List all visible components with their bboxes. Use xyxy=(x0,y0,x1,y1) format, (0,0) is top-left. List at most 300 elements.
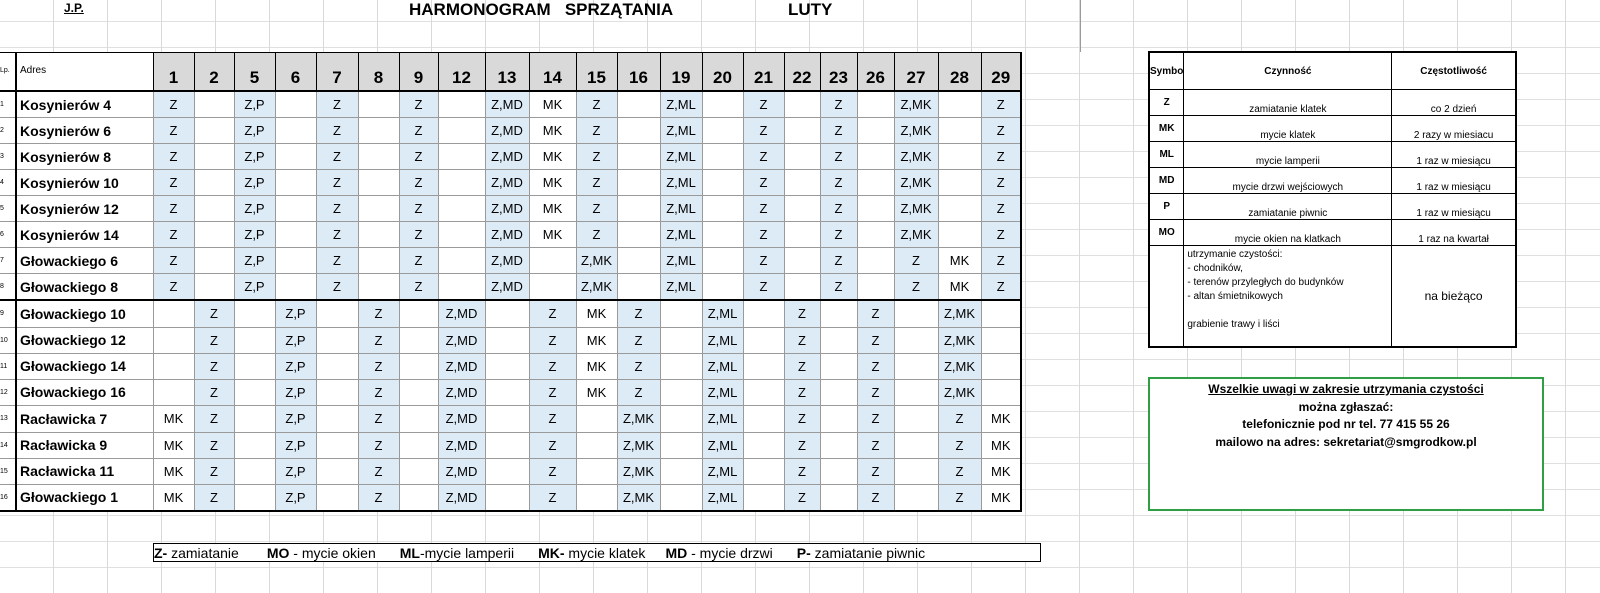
schedule-cell: Z xyxy=(981,222,1021,248)
contact-phone: telefonicznie pod nr tel. 77 415 55 26 xyxy=(1242,417,1450,431)
contact-box xyxy=(1148,377,1544,511)
schedule-cell xyxy=(275,144,316,170)
schedule-cell xyxy=(438,170,485,196)
schedule-cell xyxy=(485,484,529,511)
schedule-cell xyxy=(820,353,857,379)
legend-bar xyxy=(153,543,1041,562)
schedule-cell xyxy=(234,327,275,353)
schedule-cell xyxy=(358,196,399,222)
schedule-cell: Z,ML xyxy=(660,118,702,144)
schedule-cell xyxy=(316,484,358,511)
symbol-activity: mycie drzwi wejściowych xyxy=(1184,168,1392,194)
symbol-code: MK xyxy=(1149,116,1184,142)
schedule-cell xyxy=(784,91,820,118)
schedule-cell: Z xyxy=(820,248,857,274)
schedule-cell: Z xyxy=(316,170,358,196)
schedule-cell: Z,MK xyxy=(617,432,660,458)
schedule-cell: Z xyxy=(743,248,784,274)
schedule-cell xyxy=(784,118,820,144)
schedule-cell: Z xyxy=(784,300,820,327)
schedule-cell xyxy=(438,144,485,170)
schedule-cell xyxy=(485,432,529,458)
schedule-cell: Z xyxy=(981,196,1021,222)
row-number: 3 xyxy=(0,144,16,170)
schedule-cell: Z,ML xyxy=(702,300,743,327)
schedule-cell: Z xyxy=(857,327,894,353)
schedule-cell: Z,MK xyxy=(938,327,981,353)
schedule-cell: MK xyxy=(981,458,1021,484)
schedule-cell xyxy=(316,458,358,484)
schedule-cell xyxy=(485,300,529,327)
schedule-cell: Z,MD xyxy=(485,248,529,274)
row-number: 12 xyxy=(0,379,16,405)
row-address: Głowackiego 10 xyxy=(16,300,153,327)
row-number: 13 xyxy=(0,405,16,432)
row-address: Kosynierów 8 xyxy=(16,144,153,170)
schedule-cell xyxy=(316,300,358,327)
schedule-cell xyxy=(194,248,234,274)
schedule-cell: Z,P xyxy=(275,300,316,327)
row-address: Głowackiego 14 xyxy=(16,353,153,379)
schedule-cell xyxy=(399,300,438,327)
schedule-cell xyxy=(358,118,399,144)
row-number: 1 xyxy=(0,91,16,118)
day-header: 21 xyxy=(743,53,784,92)
schedule-cell xyxy=(784,144,820,170)
symbol-activity: mycie klatek xyxy=(1184,116,1392,142)
schedule-cell: MK xyxy=(981,484,1021,511)
schedule-cell: Z xyxy=(894,274,938,301)
schedule-cell xyxy=(153,379,194,405)
schedule-cell xyxy=(981,353,1021,379)
schedule-cell xyxy=(194,170,234,196)
schedule-cell xyxy=(617,118,660,144)
schedule-cell xyxy=(743,484,784,511)
schedule-cell: Z xyxy=(153,222,194,248)
schedule-cell: Z xyxy=(743,170,784,196)
day-header: 12 xyxy=(438,53,485,92)
schedule-cell xyxy=(894,327,938,353)
schedule-cell: MK xyxy=(576,327,617,353)
note-line: utrzymanie czystości: xyxy=(1187,249,1283,260)
schedule-cell xyxy=(938,196,981,222)
schedule-cell: Z,P xyxy=(234,248,275,274)
schedule-cell xyxy=(820,484,857,511)
schedule-cell: Z xyxy=(358,432,399,458)
schedule-cell xyxy=(938,91,981,118)
schedule-cell xyxy=(702,222,743,248)
row-address: Kosynierów 6 xyxy=(16,118,153,144)
schedule-cell: Z xyxy=(820,274,857,301)
schedule-cell: Z,MD xyxy=(438,432,485,458)
schedule-cell xyxy=(894,379,938,405)
schedule-cell: Z xyxy=(981,144,1021,170)
row-address: Kosynierów 14 xyxy=(16,222,153,248)
schedule-cell: Z,MD xyxy=(438,327,485,353)
schedule-cell xyxy=(820,300,857,327)
schedule-cell xyxy=(857,222,894,248)
row-address: Kosynierów 10 xyxy=(16,170,153,196)
note-line: - altan śmietnikowych xyxy=(1187,291,1283,302)
symbol-frequency: co 2 dzień xyxy=(1392,90,1516,116)
legend-code: MK- xyxy=(538,545,565,561)
activity-header: Czynność xyxy=(1184,52,1392,90)
row-number: 2 xyxy=(0,118,16,144)
schedule-cell xyxy=(438,222,485,248)
schedule-cell: Z,MK xyxy=(938,353,981,379)
schedule-cell: Z xyxy=(194,327,234,353)
schedule-cell: MK xyxy=(529,222,576,248)
symbol-code: P xyxy=(1149,194,1184,220)
schedule-cell: Z xyxy=(784,353,820,379)
schedule-cell: Z,MD xyxy=(485,274,529,301)
schedule-cell xyxy=(576,458,617,484)
table-row xyxy=(0,484,1021,511)
schedule-cell xyxy=(194,196,234,222)
schedule-cell: Z xyxy=(358,458,399,484)
schedule-cell xyxy=(358,274,399,301)
schedule-cell: Z xyxy=(153,144,194,170)
schedule-cell: MK xyxy=(938,274,981,301)
schedule-cell: Z,MK xyxy=(894,118,938,144)
schedule-cell: Z,MD xyxy=(438,353,485,379)
schedule-cell xyxy=(660,327,702,353)
schedule-cell xyxy=(316,353,358,379)
schedule-cell: Z xyxy=(316,144,358,170)
schedule-cell: Z,ML xyxy=(660,274,702,301)
schedule-cell: Z xyxy=(938,405,981,432)
schedule-cell: Z,MK xyxy=(617,484,660,511)
schedule-cell: Z xyxy=(529,432,576,458)
schedule-cell xyxy=(576,405,617,432)
schedule-cell xyxy=(234,458,275,484)
schedule-cell: Z xyxy=(784,327,820,353)
schedule-cell: Z xyxy=(576,91,617,118)
schedule-cell xyxy=(820,432,857,458)
schedule-cell xyxy=(617,196,660,222)
schedule-cell xyxy=(820,405,857,432)
schedule-cell: Z xyxy=(743,118,784,144)
legend-text: mycie klatek xyxy=(564,545,646,561)
schedule-cell: Z,MK xyxy=(894,144,938,170)
schedule-cell xyxy=(529,274,576,301)
row-number: 9 xyxy=(0,300,16,327)
day-header: 2 xyxy=(194,53,234,92)
schedule-cell xyxy=(275,196,316,222)
schedule-cell: MK xyxy=(153,458,194,484)
schedule-cell: MK xyxy=(529,91,576,118)
schedule-cell: Z xyxy=(743,196,784,222)
schedule-cell xyxy=(743,405,784,432)
schedule-cell: Z xyxy=(399,248,438,274)
lp-header: Lp. xyxy=(0,53,16,92)
schedule-cell: Z,ML xyxy=(660,222,702,248)
schedule-cell: Z xyxy=(529,353,576,379)
schedule-cell xyxy=(702,274,743,301)
schedule-cell: MK xyxy=(153,484,194,511)
schedule-cell xyxy=(702,144,743,170)
schedule-cell xyxy=(275,248,316,274)
schedule-cell: Z,MK xyxy=(894,222,938,248)
schedule-cell: Z xyxy=(194,405,234,432)
schedule-cell xyxy=(617,170,660,196)
schedule-cell: Z xyxy=(820,170,857,196)
schedule-cell: Z,MD xyxy=(485,144,529,170)
schedule-cell: Z xyxy=(529,327,576,353)
day-header: 5 xyxy=(234,53,275,92)
note-line: - chodników, xyxy=(1187,263,1243,274)
schedule-cell: Z,P xyxy=(275,379,316,405)
schedule-cell: MK xyxy=(981,432,1021,458)
row-number: 4 xyxy=(0,170,16,196)
symbol-frequency: 1 raz na kwartał xyxy=(1392,220,1516,246)
schedule-cell: Z,MD xyxy=(438,458,485,484)
schedule-cell xyxy=(743,327,784,353)
symbol-activity: mycie lamperii xyxy=(1184,142,1392,168)
symbol-frequency: 1 raz w miesiącu xyxy=(1392,142,1516,168)
legend-code: P- xyxy=(796,545,811,561)
schedule-cell xyxy=(660,405,702,432)
schedule-cell xyxy=(617,222,660,248)
legend-item xyxy=(665,544,772,563)
note-line xyxy=(1187,304,1388,318)
schedule-cell: Z xyxy=(938,484,981,511)
frequency-header: Częstotliwość xyxy=(1392,52,1516,90)
schedule-cell xyxy=(702,91,743,118)
table-row xyxy=(0,144,1021,170)
schedule-cell xyxy=(617,274,660,301)
month-label: LUTY xyxy=(788,0,833,19)
legend-code: MO xyxy=(266,545,290,561)
note-text xyxy=(1184,246,1392,348)
schedule-cell: Z,MK xyxy=(617,405,660,432)
schedule-cell xyxy=(194,222,234,248)
row-address: Głowackiego 16 xyxy=(16,379,153,405)
schedule-cell: Z xyxy=(316,248,358,274)
schedule-cell xyxy=(485,353,529,379)
schedule-cell: Z,ML xyxy=(660,170,702,196)
row-number: 14 xyxy=(0,432,16,458)
row-address: Głowackiego 6 xyxy=(16,248,153,274)
schedule-cell xyxy=(743,458,784,484)
schedule-cell xyxy=(275,274,316,301)
schedule-cell: Z,MK xyxy=(894,196,938,222)
schedule-cell: MK xyxy=(576,300,617,327)
schedule-cell xyxy=(820,458,857,484)
schedule-cell: Z xyxy=(784,379,820,405)
schedule-cell: Z xyxy=(153,274,194,301)
symbol-frequency: 1 raz w miesiącu xyxy=(1392,194,1516,220)
schedule-cell: Z xyxy=(784,405,820,432)
schedule-cell: Z xyxy=(153,248,194,274)
schedule-cell: Z xyxy=(576,170,617,196)
schedule-cell xyxy=(399,458,438,484)
schedule-cell xyxy=(438,248,485,274)
schedule-header-row xyxy=(0,53,1021,92)
schedule-cell: Z xyxy=(358,353,399,379)
schedule-cell xyxy=(894,484,938,511)
contact-line-2: można zgłaszać: xyxy=(1298,399,1394,414)
day-header: 28 xyxy=(938,53,981,92)
schedule-cell: Z xyxy=(358,405,399,432)
schedule-cell: Z xyxy=(743,222,784,248)
day-header: 27 xyxy=(894,53,938,92)
schedule-cell: Z xyxy=(938,458,981,484)
day-header: 1 xyxy=(153,53,194,92)
schedule-cell: Z,MD xyxy=(485,170,529,196)
schedule-cell: MK xyxy=(529,170,576,196)
schedule-cell xyxy=(358,222,399,248)
symbol-frequency: 2 razy w miesiacu xyxy=(1392,116,1516,142)
schedule-cell xyxy=(784,170,820,196)
schedule-cell xyxy=(275,91,316,118)
schedule-cell: Z xyxy=(399,144,438,170)
schedule-cell: Z xyxy=(938,432,981,458)
schedule-cell: Z xyxy=(399,196,438,222)
jp-label: J.P. xyxy=(64,1,84,15)
schedule-cell: Z,P xyxy=(234,118,275,144)
schedule-cell: Z xyxy=(857,458,894,484)
schedule-cell xyxy=(438,274,485,301)
schedule-cell: Z xyxy=(358,327,399,353)
schedule-cell: Z xyxy=(316,196,358,222)
row-address: Głowackiego 12 xyxy=(16,327,153,353)
schedule-cell: Z,ML xyxy=(702,484,743,511)
schedule-cell: Z xyxy=(617,327,660,353)
day-header: 23 xyxy=(820,53,857,92)
day-header: 16 xyxy=(617,53,660,92)
schedule-cell xyxy=(438,91,485,118)
schedule-cell xyxy=(153,353,194,379)
schedule-cell xyxy=(399,353,438,379)
schedule-cell xyxy=(702,118,743,144)
schedule-cell xyxy=(399,379,438,405)
row-number: 7 xyxy=(0,248,16,274)
day-header: 9 xyxy=(399,53,438,92)
schedule-cell: Z,P xyxy=(234,170,275,196)
schedule-cell xyxy=(660,353,702,379)
legend-text: zamiatanie xyxy=(167,545,239,561)
schedule-cell xyxy=(981,379,1021,405)
schedule-cell xyxy=(485,405,529,432)
schedule-cell: Z,ML xyxy=(660,248,702,274)
schedule-cell xyxy=(702,170,743,196)
schedule-cell: Z,MD xyxy=(485,118,529,144)
table-row xyxy=(0,91,1021,118)
schedule-cell: Z xyxy=(981,170,1021,196)
schedule-cell: Z xyxy=(857,405,894,432)
legend-code: MD xyxy=(665,545,688,561)
symbols-table xyxy=(1148,51,1517,348)
schedule-cell xyxy=(194,144,234,170)
schedule-cell: Z,ML xyxy=(702,379,743,405)
schedule-cell xyxy=(617,91,660,118)
schedule-cell: Z,ML xyxy=(702,458,743,484)
row-number: 10 xyxy=(0,327,16,353)
schedule-cell xyxy=(438,196,485,222)
schedule-cell xyxy=(576,432,617,458)
day-header: 19 xyxy=(660,53,702,92)
symbol-row xyxy=(1149,194,1516,220)
schedule-cell xyxy=(234,405,275,432)
schedule-cell: Z,ML xyxy=(660,196,702,222)
row-number: 5 xyxy=(0,196,16,222)
day-header: 26 xyxy=(857,53,894,92)
symbol-code: Z xyxy=(1149,90,1184,116)
schedule-cell: Z,P xyxy=(234,196,275,222)
schedule-cell xyxy=(660,300,702,327)
schedule-cell xyxy=(194,91,234,118)
schedule-cell: Z,P xyxy=(234,274,275,301)
schedule-cell xyxy=(857,196,894,222)
schedule-cell xyxy=(820,379,857,405)
schedule-cell: Z,P xyxy=(234,91,275,118)
schedule-cell: Z xyxy=(981,248,1021,274)
schedule-cell: Z,MK xyxy=(576,274,617,301)
schedule-cell: Z,MD xyxy=(485,91,529,118)
schedule-cell xyxy=(857,144,894,170)
table-row xyxy=(0,248,1021,274)
day-header: 13 xyxy=(485,53,529,92)
legend-item xyxy=(400,544,514,563)
schedule-cell xyxy=(485,379,529,405)
schedule-cell xyxy=(399,327,438,353)
schedule-cell: MK xyxy=(529,144,576,170)
row-number: 6 xyxy=(0,222,16,248)
legend-item xyxy=(154,544,239,563)
day-header: 7 xyxy=(316,53,358,92)
schedule-cell: Z xyxy=(194,353,234,379)
schedule-cell xyxy=(743,432,784,458)
schedule-cell: MK xyxy=(529,118,576,144)
schedule-cell: Z,P xyxy=(275,484,316,511)
schedule-cell: Z xyxy=(153,91,194,118)
schedule-cell: Z xyxy=(316,222,358,248)
day-header: 6 xyxy=(275,53,316,92)
sheet-divider xyxy=(1080,0,1081,52)
schedule-cell xyxy=(938,170,981,196)
schedule-cell xyxy=(358,91,399,118)
schedule-cell: Z,P xyxy=(234,144,275,170)
schedule-cell xyxy=(784,222,820,248)
schedule-cell xyxy=(316,405,358,432)
schedule-cell xyxy=(857,170,894,196)
schedule-cell: Z,P xyxy=(234,222,275,248)
table-row xyxy=(0,196,1021,222)
schedule-cell: Z xyxy=(399,222,438,248)
symbol-activity: zamiatanie klatek xyxy=(1184,90,1392,116)
schedule-cell xyxy=(981,327,1021,353)
table-row xyxy=(0,379,1021,405)
schedule-cell: Z,MK xyxy=(576,248,617,274)
symbol-row xyxy=(1149,142,1516,168)
schedule-cell xyxy=(857,248,894,274)
schedule-cell xyxy=(316,432,358,458)
day-header: 29 xyxy=(981,53,1021,92)
schedule-cell: Z,P xyxy=(275,405,316,432)
schedule-cell: Z xyxy=(784,458,820,484)
schedule-cell: Z,MD xyxy=(438,300,485,327)
schedule-cell: Z,MD xyxy=(438,484,485,511)
schedule-cell: Z,P xyxy=(275,353,316,379)
schedule-cell xyxy=(485,327,529,353)
schedule-cell: Z xyxy=(316,91,358,118)
schedule-cell: Z xyxy=(576,222,617,248)
schedule-cell: Z xyxy=(743,144,784,170)
address-header: Adres xyxy=(16,53,153,92)
schedule-cell xyxy=(857,274,894,301)
schedule-cell: Z xyxy=(399,118,438,144)
